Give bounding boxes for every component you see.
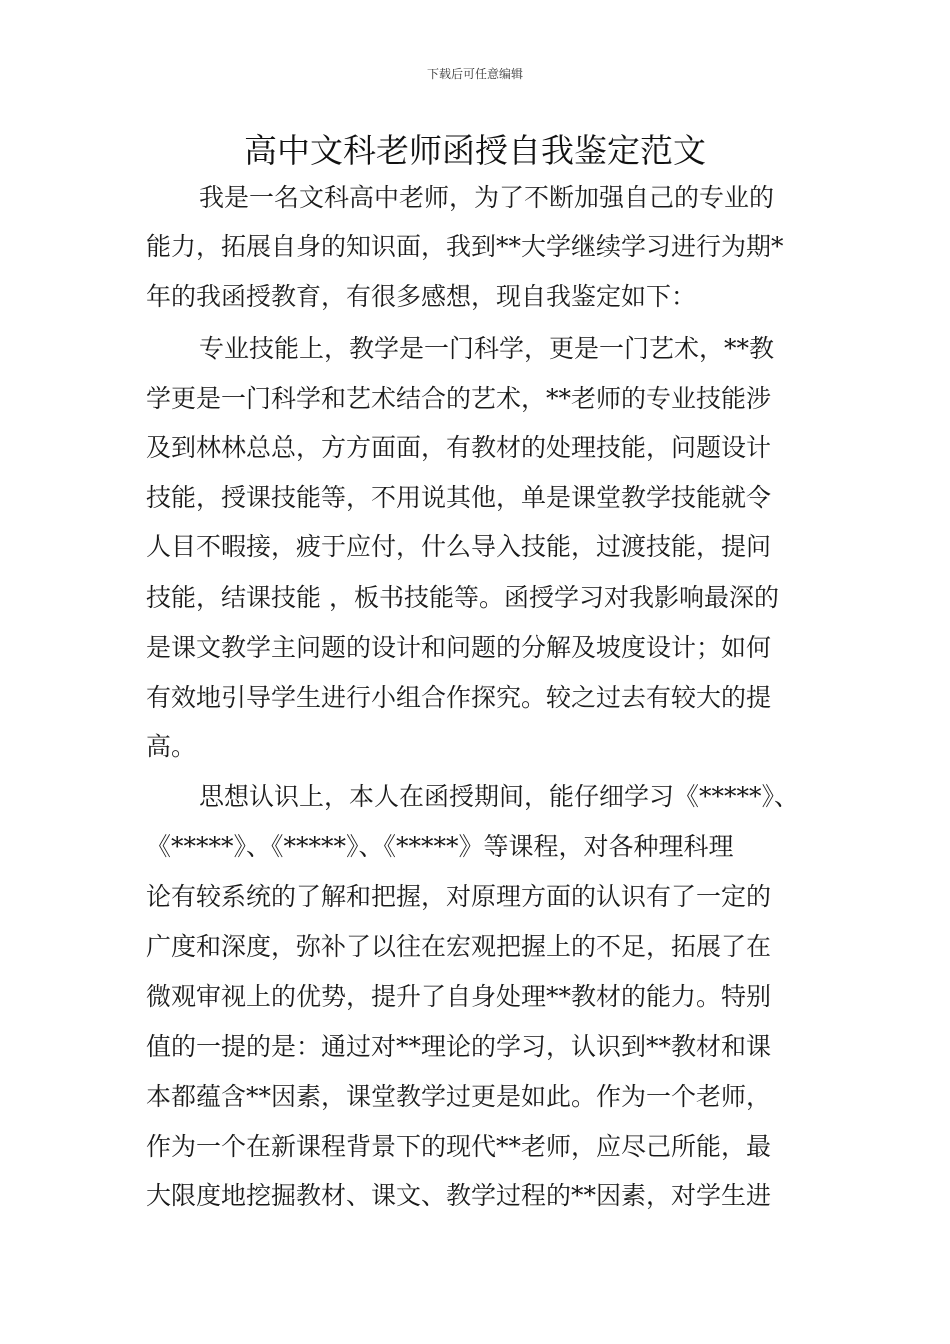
paragraph-line: 论有较系统的了解和把握，对原理方面的认识有了一定的 <box>146 882 772 911</box>
header-note: 下载后可任意编辑 <box>426 67 523 81</box>
paragraph-line: 年的我函授教育，有很多感想，现自我鉴定如下： <box>146 282 697 311</box>
paragraph-line: 是课文教学主问题的设计和问题的分解及坡度设计；如何 <box>146 633 772 662</box>
paragraph-line: 值的一提的是：通过对**理论的学习，认识到**教材和课 <box>146 1032 772 1061</box>
paragraph-line: 《*****》、《*****》、《*****》等课程，对各种理科理 <box>146 832 734 861</box>
paragraph-line: 能力，拓展自身的知识面，我到**大学继续学习进行为期* <box>146 232 784 261</box>
paragraph-line: 思想认识上，本人在函授期间，能仔细学习《*****》、 <box>199 782 800 811</box>
paragraph-line: 本都蕴含**因素，课堂教学过更是如此。作为一个老师， <box>146 1082 772 1111</box>
paragraph-line: 专业技能上，教学是一门科学，更是一门艺术，**教 <box>199 334 775 363</box>
paragraph-line: 及到林林总总，方方面面，有教材的处理技能，问题设计 <box>146 433 772 462</box>
paragraph-line: 大限度地挖掘教材、课文、教学过程的**因素，对学生进 <box>146 1181 772 1210</box>
paragraph-line: 技能，结课技能 ，板书技能等。函授学习对我影响最深的 <box>146 583 779 612</box>
paragraph-line: 微观审视上的优势，提升了自身处理**教材的能力。特别 <box>146 982 772 1011</box>
paragraph-line: 高。 <box>146 732 197 761</box>
paragraph-line: 技能，授课技能等，不用说其他，单是课堂教学技能就令 <box>146 483 772 512</box>
paragraph-line: 有效地引导学生进行小组合作探究。较之过去有较大的提 <box>146 683 772 712</box>
paragraph-line: 学更是一门科学和艺术结合的艺术，**老师的专业技能涉 <box>146 384 772 413</box>
paragraph-line: 我是一名文科高中老师，为了不断加强自己的专业的 <box>199 183 775 212</box>
paragraph-line: 作为一个在新课程背景下的现代**老师，应尽己所能，最 <box>146 1132 772 1161</box>
document-title: 高中文科老师函授自我鉴定范文 <box>244 131 706 170</box>
paragraph-line: 人目不暇接，疲于应付，什么导入技能，过渡技能，提问 <box>146 532 772 561</box>
paragraph-line: 广度和深度，弥补了以往在宏观把握上的不足，拓展了在 <box>146 932 772 961</box>
